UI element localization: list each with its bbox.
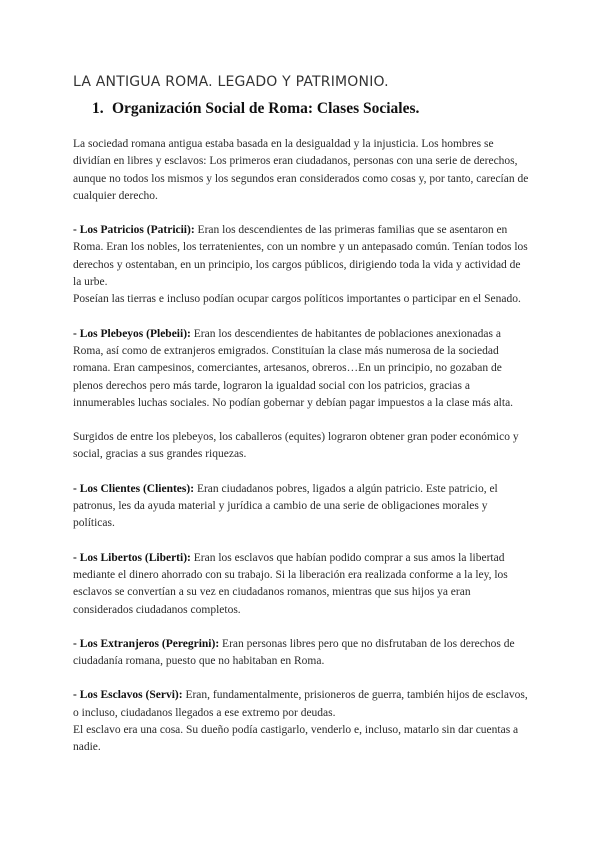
plebeyos-paragraph — [73, 326, 529, 412]
clientes-paragraph — [73, 481, 529, 533]
esclavos-label: - Los Esclavos (Servi): — [73, 689, 183, 702]
clientes-text: Eran ciudadanos pobres, ligados a algún patricio. Este patricio, el patronus, les da ayuda material y jurídica a cambio de una serie de obligaciones morales y políticas. — [73, 482, 498, 530]
extranjeros-paragraph — [73, 636, 529, 671]
document-body — [73, 136, 529, 774]
esclavos-text: Eran, fundamentalmente, prisioneros de guerra, también hijos de esclavos, o incluso, ciudadanos llegados a ese extremo por deudas. — [73, 689, 528, 719]
extranjeros-label: - Los Extranjeros (Peregrini): — [73, 637, 220, 650]
section-heading-text: Organización Social de Roma: Clases Sociales. — [112, 100, 420, 117]
clientes-label: - Los Clientes (Clientes): — [73, 482, 195, 495]
esclavos-paragraph — [73, 687, 529, 722]
section-heading — [92, 100, 419, 118]
patricios-extra-paragraph: Poseían las tierras e incluso podían ocupar cargos políticos importantes o participar en el Senado. — [73, 293, 521, 306]
patricios-text: Eran los descendientes de las primeras familias que se asentaron en Roma. Eran los nobles, los terratenientes, con un nombre y un antepasado común. Tenían todos los derechos y ostentaban, en un principio, los cargos públicos, dirigiendo toda la vida y actividad de la urbe. — [73, 224, 528, 289]
plebeyos-label: - Los Plebeyos (Plebeii): — [73, 327, 191, 340]
patricios-paragraph — [73, 222, 529, 291]
document-title: LA ANTIGUA ROMA. LEGADO Y PATRIMONIO. — [73, 74, 389, 90]
esclavos-extra-paragraph: El esclavo era una cosa. Su dueño podía castigarlo, venderlo e, incluso, matarlo sin dar cuentas a nadie. — [73, 724, 519, 754]
patricios-label: - Los Patricios (Patricii): — [73, 224, 195, 237]
intro-paragraph: La sociedad romana antigua estaba basada en la desigualdad y la injusticia. Los hombres se dividían en libres y esclavos: Los primeros eran ciudadanos, personas con una serie de derechos, aunque no todos los mismos y los segundos eran considerados como cosas y, por tanto, carecían de cualquier derecho. — [73, 138, 529, 202]
libertos-paragraph — [73, 550, 529, 619]
section-number: 1. — [92, 100, 104, 117]
libertos-label: - Los Libertos (Liberti): — [73, 551, 191, 564]
plebeyos-text: Eran los descendientes de habitantes de poblaciones anexionadas a Roma, así como de extranjeros emigrados. Constituían la clase más numerosa de la sociedad romana. Eran campesinos, comerciantes, artesanos, obreros…En un principio, no gozaban de plenos derechos pero más tarde, lograron la igualdad social con los patricios, gracias a innumerables luchas sociales. No podían gobernar y debían pagar impuestos a la clase más alta. — [73, 327, 514, 409]
extranjeros-text: Eran personas libres pero que no disfrutaban de los derechos de ciudadanía romana, puesto que no habitaban en Roma. — [73, 637, 515, 668]
caballeros-paragraph: Surgidos de entre los plebeyos, los caballeros (equites) lograron obtener gran poder económico y social, gracias a sus grandes riquezas. — [73, 431, 519, 461]
libertos-text: Eran los esclavos que habían podido comprar a sus amos la libertad mediante el dinero ahorrado con su trabajo. Si la liberación era realizada conforme a la ley, los esclavos se convertían a su vez en ciudadanos romanos, mientras que sus hijos ya eran considerados ciudadanos completos. — [73, 551, 508, 616]
